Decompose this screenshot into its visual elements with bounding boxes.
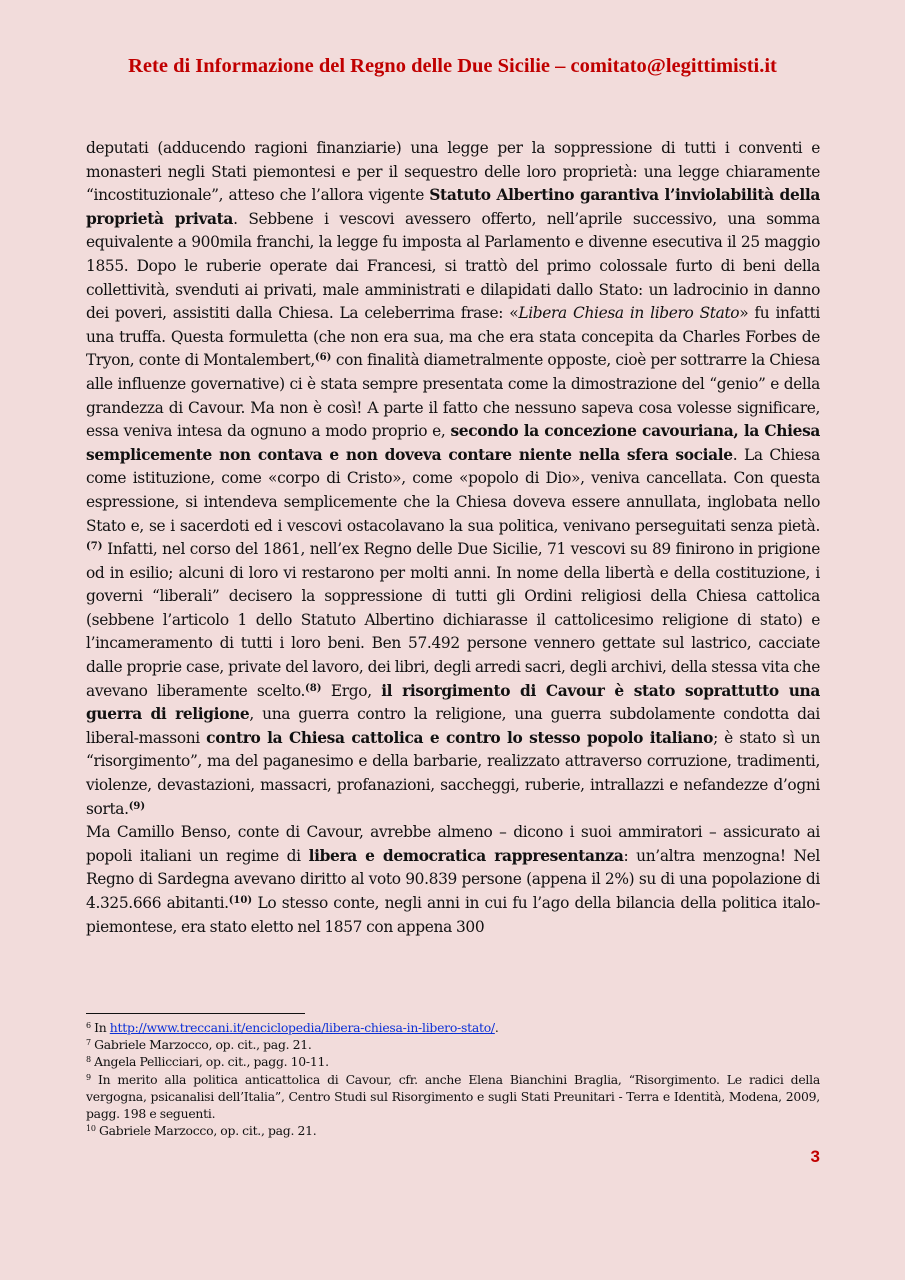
footnotes — [86, 1019, 820, 1139]
quote-libera-chiesa: Libera Chiesa in libero Stato — [518, 304, 740, 323]
page-number: 3 — [810, 1147, 820, 1166]
footnote-separator — [86, 1013, 305, 1014]
footnote-6: $^6$ In http://www.treccani.it/enciclopedia/libera-chiesa-in-libero-stato/. — [86, 1020, 499, 1035]
footnote-7: $^7$ Gabriele Marzocco, op. cit., pag. 21. — [86, 1037, 312, 1053]
footnote-10: $^{10}$ Gabriele Marzocco, op. cit., pag. 21. — [86, 1123, 317, 1139]
footnote-ref-7[interactable]: (7) — [86, 541, 103, 553]
emphasis-statuto: Statuto Albertino garantiva l’inviolabilità della proprietà privata — [86, 186, 821, 228]
emphasis-guerra-religione: il risorgimento di Cavour è stato soprattutto una guerra di religione — [86, 681, 821, 724]
emphasis-concezione-cavouriana: secondo la concezione cavouriana, la Chiesa semplicemente non contava e non doveva contare niente nella sfera sociale — [86, 422, 821, 464]
paragraph-2: Ma Camillo Benso, conte di Cavour, avrebbe almeno – dicono i suoi ammiratori – assicurato ai popoli italiani un regime di libera e democratica rappresentanza: un’altra menzogna! Nel Regno di Sardegna avevano diritto al voto 90.839 persone (appena il 2%) su di una popolazione di 4.325.666 abitanti.$^{(10)}$ Lo stesso conte, negli anni in cui fu l’ago della bilancia della politica italo-piemontese, era stato eletto nel 1857 con appena 300 — [86, 823, 820, 936]
footnote-ref-9[interactable]: (9) — [128, 800, 146, 812]
footnote-ref-8[interactable]: (8) — [305, 682, 322, 694]
footnote-ref-10[interactable]: (10) — [228, 895, 253, 906]
emphasis-rappresentanza: libera e democratica rappresentanza — [308, 846, 624, 865]
footnote-8: $^8$ Angela Pellicciari, op. cit., pagg. 10-11. — [86, 1054, 329, 1070]
paragraph-1: deputati (adducendo ragioni finanziarie) una legge per la soppressione di tutti i conventi e monasteri negli Stati piemontesi e per il sequestro delle loro proprietà: una legge chiaramente “incostituzionale”, atteso che l’allora vigente Statuto Albertino garantiva l’inviolabilità della proprietà privata. Sebbene i vescovi avessero offerto, nell’aprile successivo, una somma equivalente a 900mila franchi, la legge fu imposta al Parlamento e divenne esecutiva il 25 maggio 1855. Dopo le ruberie operate dai Francesi, si trattò del primo colossale furto di beni della collettività, svenduti ai privati, male amministrati e dilapidati dallo Stato: un ladrocinio in danno dei poveri, assistiti dalla Chiesa. La celeberrima frase: «Libera Chiesa in libero Stato» fu infatti una truffa. Questa formuletta (che non era sua, ma che era stata concepita da Charles Forbes de Tryon, conte di Montalembert,$^{(6)}$ con finalità diametralmente opposte, cioè per sottrarre la Chiesa alle influenze governative) ci è stata sempre presentata come la dimostrazione del “genio” e della grandezza di Cavour. Ma non è così! A parte il fatto che nessuno sapeva cosa volesse significare, essa veniva intesa da ognuno a modo proprio e, secondo la concezione cavouriana, la Chiesa semplicemente non contava e non doveva contare niente nella sfera sociale. La Chiesa come istituzione, come «corpo di Cristo», come «popolo di Dio», veniva cancellata. Con questa espressione, si intendeva semplicemente che la Chiesa doveva essere annullata, inglobata nello Stato e, se i sacerdoti ed i vescovi ostacolavano la sua politica, venivano perseguitati senza pietà.$^{(7)}$ Infatti, nel corso del 1861, nell’ex Regno delle Due Sicilie, 71 vescovi su 89 finirono in prigione od in esilio; alcuni di loro vi restarono per molti anni. In nome della libertà e della costituzione, i governi “liberali” decisero la soppressione di tutti gli Ordini religiosi della Chiesa cattolica (sebbene l’articolo 1 dello Statuto Albertino dichiarasse il cattolicesimo religione di stato) e l’incameramento di tutti i loro beni. Ben 57.492 persone vennero gettate sul lastrico, cacciate dalle proprie case, private del lavoro, dei libri, degli arredi sacri, degli archivi, della stessa vita che avevano liberamente scelto.$^{(8)}$ Ergo, il risorgimento di Cavour è stato soprattutto una guerra di religione, una guerra contro la religione, una guerra subdolamente condotta dai liberal-massoni contro la Chiesa cattolica e contro lo stesso popolo italiano; è stato sì un “risorgimento”, ma del paganesimo e della barbarie, realizzato attraverso corruzione, tradimenti, violenze, devastazioni, massacri, profanazioni, saccheggi, ruberie, intrallazzi e nefandezze d’ogni sorta.$^{(9)}$ — [86, 139, 821, 818]
emphasis-contro-chiesa: contro la Chiesa cattolica e contro lo stesso popolo italiano — [206, 728, 714, 747]
footnote-9: $^9$ In merito alla politica anticattolica di Cavour, cfr. anche Elena Bianchini Braglia, “Risorgimento. Le radici della vergogna, psicanalisi dell’Italia”, Centro Studi sul Risorgimento e sugli Stati Preunitari - Terra e Identità, Modena, 2009, pagg. 198 e seguenti. — [86, 1071, 820, 1122]
main-text — [86, 137, 820, 939]
treccani-link[interactable]: http://www.treccani.it/enciclopedia/libera-chiesa-in-libero-stato/ — [109, 1020, 495, 1035]
footnote-ref-6[interactable]: (6) — [314, 352, 332, 364]
page-header: Rete di Informazione del Regno delle Due Sicilie – comitato@legittimisti.it — [128, 55, 777, 77]
